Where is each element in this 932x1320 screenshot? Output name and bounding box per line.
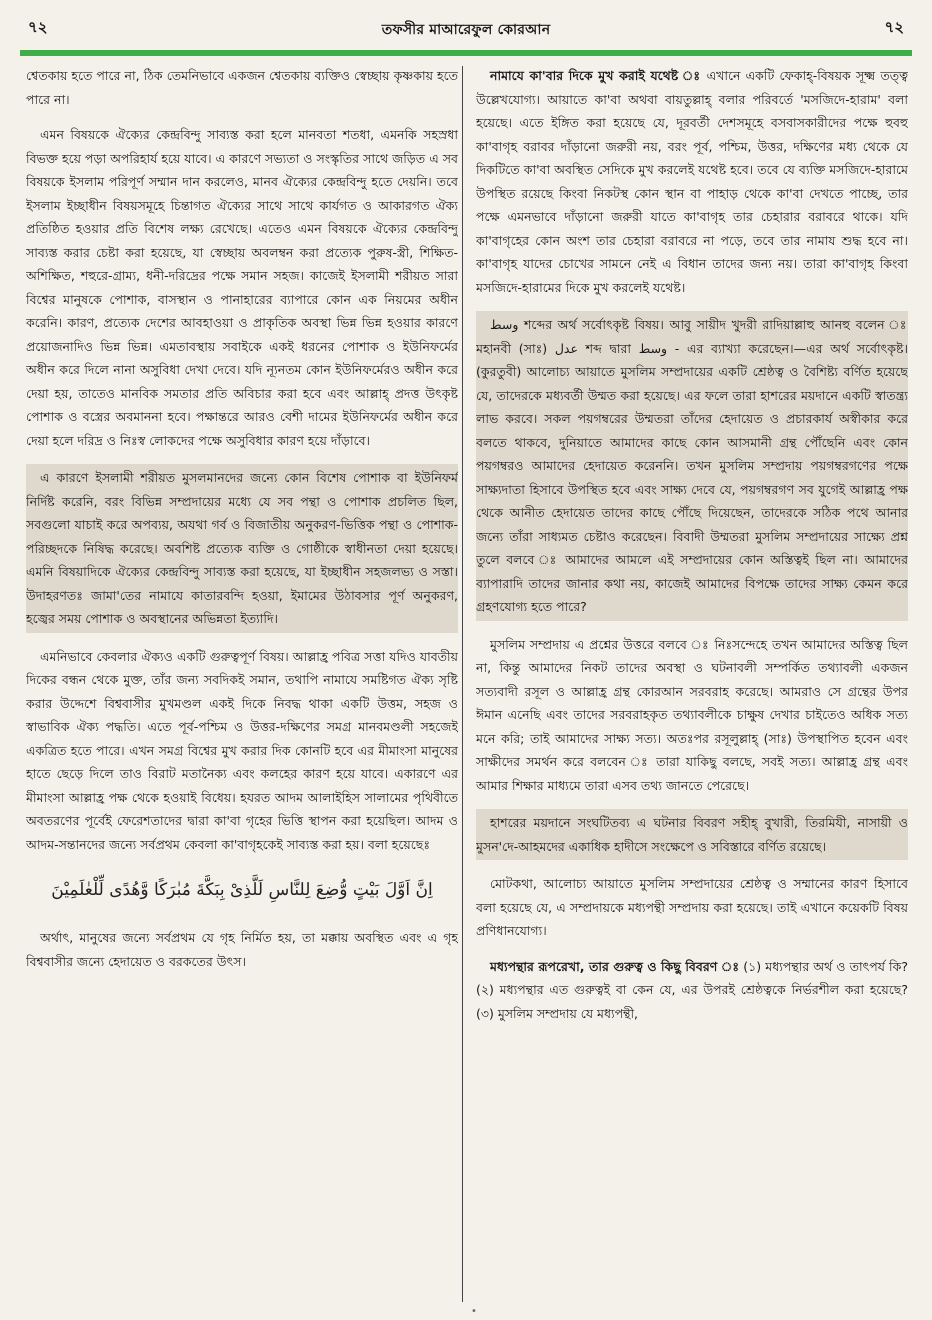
paragraph-text: এখানে একটি ফেকাহ্-বিষয়ক সূক্ষ্ম তত্ত্ব উল্লেখযোগ্য। আয়াতে কা'বা অথবা বায়তুল্লাহ্ বলার পরিবর্তে 'মসজিদে-হারাম' বলা হয়েছে। এতে ইঙ্গিত করা হয়েছে যে, দূরবর্তী দেশসমূহে বসবাসকারীদের পক্ষে হুবহু কা'বাগৃহ বরাবর দাঁড়ানো জরুরী নয়, বরং পূর্ব, পশ্চিম, উত্তর, দক্ষিণের মধ্য থেকে যে দিকটিতে কা'বা অবস্থিত সেদিকে মুখ করলেই যথেষ্ট হবে। তবে যে ব্যক্তি মসজিদে-হারামে উপস্থিত রয়েছে কিংবা নিকটস্থ কোন স্থান বা পাহাড় থেকে কা'বা দেখতে পাচ্ছে, তার পক্ষে এমনভাবে দাঁড়ানো জরুরী যাতে কা'বাগৃহ তার চেহারার বরাবরে থাকে। যদি কা'বাগৃহের কোন অংশ তার চেহারা বরাবরে না পড়ে, তবে তার নামায শুদ্ধ হবে না। কা'বাগৃহ যাদের চোখের সামনে নেই এ বিধান তাদের জন্য নয়। তারা কা'বাগৃহ কিংবা মসজিদে-হারামের দিকে মুখ করলেই যথেষ্ট। [476, 68, 908, 295]
left-column [26, 64, 458, 1304]
paragraph: এমনিভাবে কেবলার ঐক্যও একটি গুরুত্বপূর্ণ বিষয়। আল্লাহ্র পবিত্র সত্তা যদিও যাবতীয় দিকের বন্ধন থেকে মুক্ত, তাঁর জন্য সবদিকই সমান, তথাপি নামাযে সমষ্টিগত ঐক্য সৃষ্টি করার উদ্দেশে বিশ্ববাসীর মুখমণ্ডল একই দিকে নিবদ্ধ থাকা একটি উত্তম, সহজ ও স্বাভাবিক ঐক্য পদ্ধতি। এতে পূর্ব-পশ্চিম ও উত্তর-দক্ষিণের সমগ্র মানবমণ্ডলী সহজেই একত্রিত হতে পারে। এখন সমগ্র বিশ্বের মুখ করার দিক কোনটি হবে এর মীমাংসা মানুষের হাতে ছেড়ে দিলে তাও বিরাট মতানৈক্য এবং কলহের কারণ হয়ে যাবে। একারণে এর মীমাংসা আল্লাহ্র পক্ষ থেকে হওয়াই বিধেয়। হযরত আদম আলাইহিস সালামের পৃথিবীতে অবতরণের পূর্বেই ফেরেশতাদের দ্বারা কা'বা গৃহের ভিত্তি স্থাপন করা হয়েছিল। আদম ও আদম-সন্তানদের জন্যে সর্বপ্রথম কেবলা কা'বাগৃহকেই সাব্যস্ত করা হয়। বলা হয়েছেঃ [26, 648, 458, 852]
section-heading: মধ্যপন্থার রূপরেখা, তার গুরুত্ব ও কিছু বিবরণ ঃ [490, 958, 740, 974]
page-number-right: ৭২ [884, 18, 904, 36]
page-number-left: ৭২ [28, 18, 48, 36]
running-title: তফসীর মাআরেফুল কোরআন [381, 22, 551, 38]
section-heading: নামাযে কা'বার দিকে মুখ করাই যথেষ্ট ঃ [490, 68, 702, 83]
paragraph: এমন বিষয়কে ঐক্যের কেন্দ্রবিন্দু সাব্যস্ত করা হলে মানবতা শতধা, এমনকি সহস্রধা বিভক্ত হয়ে পড়া অপরিহার্য হয়ে যাবে। এ কারণে সভ্যতা ও সংস্কৃতির সাথে জড়িত এ সব বিষয়কে ইসলাম পরিপূর্ণ সম্মান দান করলেও, মানব ঐক্যের কেন্দ্রবিন্দু হতে দেয়নি। তবে ইসলাম ইচ্ছাধীন বিষয়সমূহে চিন্তাগত ঐক্যের সাথে সাথে কার্যগত ও আকারগত ঐক্য প্রতিষ্ঠিত হওয়ার প্রতি বিশেষ লক্ষ্য রেখেছে। এতেও এমন বিষয়কে ঐক্যের কেন্দ্রবিন্দু সাব্যস্ত করার চেষ্টা করা হয়েছে, যা স্বেচ্ছায় অবলম্বন করা প্রত্যেক পুরুষ-স্ত্রী, শিক্ষিত-অশিক্ষিত, শহুরে-গ্রাম্য, ধনী-দরিদ্রের পক্ষে সমান সহজ। কাজেই ইসলামী শরীয়ত সারা বিশ্বের মানুষকে পোশাক, বাসস্থান ও পানাহারের ব্যাপারে কোন এক নিয়মের অধীন করেনি। কারণ, প্রত্যেক দেশের আবহাওয়া ও প্রাকৃতিক অবস্থা ভিন্ন ভিন্ন হওয়ার কারণে প্রয়োজনাদিও ভিন্ন ভিন্ন। এমতাবস্থায় সবাইকে একই ধরনের পোশাক ও ইউনিফর্মের অধীন করে দিলে নানা অসুবিধা দেখা দেবে। যদি ন্যূনতম কোন ইউনিফর্মেরও অধীন করে দেয়া হয়, তাতেও মানবিক সমতার প্রতি অবিচার করা হবে এবং আল্লাহ্ প্রদত্ত উৎকৃষ্ট পোশাক ও বস্ত্রের অবমাননা হবে। পক্ষান্তরে আরও বেশী দামের ইউনিফর্মের অধীন করে দেয়া হলে দরিদ্র ও নিঃস্ব লোকদের পক্ষে অসুবিধার কারণ হয়ে দাঁড়াবে। [26, 127, 458, 448]
print-mark: • [471, 1306, 477, 1317]
paragraph: মুসলিম সম্প্রদায় এ প্রশ্নের উত্তরে বলবে ঃ নিঃসন্দেহে তখন আমাদের অস্তিত্ব ছিল না, কিন্তু আমাদের নিকট তাদের অবস্থা ও ঘটনাবলী সম্পর্কিত তথ্যাবলী একজন সত্যবাদী রসূল ও আল্লাহ্র গ্রন্থ কোরআন সরবরাহ করেছে। আমরাও সে গ্রন্থের উপর ঈমান এনেছি এবং তাদের সরবরাহকৃত তথ্যাবলীকে চাক্ষুষ দেখার চাইতেও অধিক সত্য মনে করি; তাই আমাদের সাক্ষ্য সত্য। অতঃপর রসূলুল্লাহ্ (সাঃ) উপস্থাপিত হবেন এবং সাক্ষীদের সমর্থন করে বলবেন ঃ তারা যাকিছু বলছে, সবই সত্য। আল্লাহ্র গ্রন্থ এবং আমার শিক্ষার মাধ্যমে তারা এসব তথ্য জানতে পেরেছে। [476, 636, 908, 793]
paragraph-shaded: এ কারণে ইসলামী শরীয়ত মুসলমানদের জন্যে কোন বিশেষ পোশাক বা ইউনিফর্ম নির্দিষ্ট করেনি, বরং বিভিন্ন সম্প্রদায়ের মধ্যে যে সব পন্থা ও পোশাক প্রচলিত ছিল, সবগুলো যাচাই করে অপব্যয়, অযথা গর্ব ও বিজাতীয় অনুকরণ-ভিত্তিক পন্থা ও পোশাক-পরিচ্ছদকে নিষিদ্ধ করেছে। অবশিষ্ট প্রত্যেক ব্যক্তি ও গোষ্ঠীকে স্বাধীনতা দেয়া হয়েছে। এমনি বিষয়াদিকে ঐক্যের কেন্দ্রবিন্দু সাব্যস্ত করা হয়েছে, যা ইচ্ছাধীন সহজলভ্য ও সস্তা। উদাহরণতঃ জামা'তের নামাযে কাতারবন্দি হওয়া, ইমামের উঠাবসার পূর্ণ অনুকরণ, হজ্বের সময় পোশাক ও অবস্থানের অভিন্নতা ইত্যাদি। [26, 464, 458, 633]
paragraph-shaded: হাশরের ময়দানে সংঘটিতব্য এ ঘটনার বিবরণ সহীহ্ বুখারী, তিরমিযী, নাসায়ী ও মুসন'দে-আহমদের একাধিক হাদীসে সংক্ষেপে ও সবিস্তারে বর্ণিত রয়েছে। [476, 809, 908, 860]
paragraph: অর্থাৎ, মানুষের জন্যে সর্বপ্রথম যে গৃহ নির্মিত হয়, তা মক্কায় অবস্থিত এবং এ গৃহ বিশ্ববাসীর জন্যে হেদায়েত ও বরকতের উৎস। [26, 930, 458, 969]
paragraph [476, 64, 908, 299]
page-header [20, 14, 912, 46]
right-column [476, 64, 908, 1304]
header-rule [20, 50, 912, 56]
paragraph: মোটকথা, আলোচ্য আয়াতে মুসলিম সম্প্রদায়ের শ্রেষ্ঠত্ব ও সম্মানের কারণ হিসাবে বলা হয়েছে যে, এ সম্প্রদায়কে মধ্যপন্থী সম্প্রদায় করা হয়েছে। তাই এখানে কয়েকটি বিষয় প্রণিধানযোগ্য। [476, 876, 908, 938]
arabic-verse: اِنَّ اَوَّلَ بَيْتٍ وُّضِعَ لِلنَّاسِ لَلَّذِىْ بِبَكَّةَ مُبٰرَكًا وَّهُدًى لِّلْعٰلَمِيْنَ [51, 880, 433, 900]
column-divider [462, 66, 463, 1302]
paragraph-shaded: وسط শব্দের অর্থ সর্বোৎকৃষ্ট বিষয়। আবু সায়ীদ খুদরী রাদিয়াল্লাহু আনহু বলেন ঃ মহানবী (সাঃ) عدل শব্দ দ্বারা وسط - এর ব্যাখ্যা করেছেন।—এর অর্থ সর্বোৎকৃষ্ট। (কুরতুবী) আলোচ্য আয়াতে মুসলিম সম্প্রদায়ের একটি শ্রেষ্ঠত্ব ও বৈশিষ্ট্য বর্ণিত হয়েছে যে, তাদেরকে মধ্যবর্তী উম্মত করা হয়েছে। এর ফলে তারা হাশরের ময়দানে একটি স্বাতন্ত্র্য লাভ করবে। সকল পয়গম্বরের উম্মতরা তাঁদের হেদায়েত ও প্রচারকার্য অস্বীকার করে বলতে থাকবে, দুনিয়াতে আমাদের কাছে কোন আসমানী গ্রন্থ পৌঁছেনি এবং কোন পয়গম্বরও আমাদের হেদায়েত করেননি। তখন মুসলিম সম্প্রদায় পয়গম্বরগণের পক্ষে সাক্ষ্যদাতা হিসাবে উপস্থিত হবে এবং সাক্ষ্য দেবে যে, পয়গম্বরগণ সব যুগেই আল্লাহ্র পক্ষ থেকে আনীত হেদায়েত তাদের কাছে পৌঁছে দিয়েছেন, তাদেরকে সঠিক পথে আনার জন্যে তাঁরা সাধ্যমত চেষ্টাও করেছেন। বিবাদী উম্মতরা মুসলিম সম্প্রদায়ের সাক্ষ্যে প্রশ্ন তুলে বলবে ঃ আমাদের আমলে এই সম্প্রদায়ের কোন অস্তিত্বই ছিল না। আমাদের ব্যাপারাদি তাদের জানার কথা নয়, কাজেই আমাদের বিপক্ষে তাদের সাক্ষ্য কেমন করে গ্রহণযোগ্য হতে পারে? [476, 311, 908, 621]
paragraph: শ্বেতকায় হতে পারে না, ঠিক তেমনিভাবে একজন শ্বেতকায় ব্যক্তিও স্বেচ্ছায় কৃষ্ণকায় হতে পারে না। [26, 68, 458, 107]
paragraph [476, 955, 908, 1026]
paragraph-text: (১) মধ্যপন্থার অর্থ ও তাৎপর্য কি? (২) মধ্যপন্থার এত গুরুত্বই বা কেন যে, এর উপরই শ্রেষ্ঠত্বকে নির্ভরশীল করা হয়েছে? (৩) মুসলিম সম্প্রদায় যে মধ্যপন্থী, [476, 958, 908, 1021]
